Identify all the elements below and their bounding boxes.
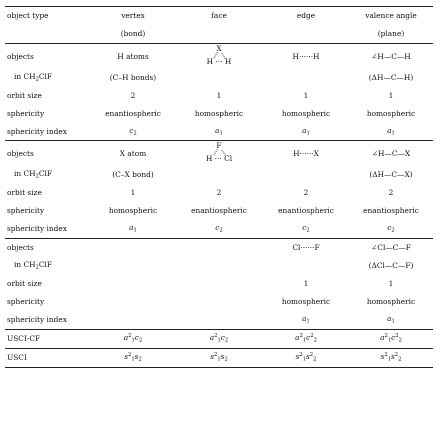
cell-orbit: 1 bbox=[216, 90, 222, 100]
cell-index: $a_1$ bbox=[263, 311, 349, 330]
face-apex: F bbox=[216, 141, 222, 151]
cell-sphericity: enantiospheric bbox=[105, 108, 161, 118]
cell-sphericity: homospheric bbox=[108, 205, 158, 215]
cell-orbit: 1 bbox=[303, 90, 309, 100]
block-c-index-row bbox=[5, 311, 433, 330]
usci-row bbox=[5, 348, 433, 367]
header-vertex: vertex bbox=[91, 7, 175, 26]
cell-valence: ∠H—C—X bbox=[371, 148, 411, 158]
uscicf-row bbox=[5, 329, 433, 348]
row-label: sphericity index bbox=[5, 311, 91, 330]
cell-sphericity: homospheric bbox=[366, 108, 416, 118]
cell-sphericity: homospheric bbox=[194, 108, 244, 118]
block-c-sphericity-row bbox=[5, 293, 433, 311]
cell-index: $a_1$ bbox=[349, 311, 433, 330]
block-a-objects-row bbox=[5, 44, 433, 69]
cell-orbit: 1 bbox=[388, 90, 394, 100]
cell-edge: H······X bbox=[293, 148, 319, 158]
header-object-type: object type bbox=[5, 7, 91, 26]
cell-uscicf: $a^2_1c^2_2$ bbox=[263, 329, 349, 348]
row-label: sphericity bbox=[7, 108, 45, 118]
row-label: sphericity index bbox=[5, 122, 91, 141]
cell-orbit: 1 bbox=[303, 278, 309, 288]
block-c-orbit-row bbox=[5, 275, 433, 293]
block-a-index-row bbox=[5, 122, 433, 141]
row-label-in: in $CH_2ClF$ bbox=[14, 260, 53, 271]
cell-index: $c_2$ bbox=[349, 220, 433, 239]
cell-vertex-2: (C–H bonds) bbox=[109, 72, 157, 82]
header-edge: edge bbox=[263, 7, 349, 26]
cell-sphericity: enantiospheric bbox=[363, 205, 419, 215]
row-label: sphericity index bbox=[5, 220, 91, 239]
cell-orbit: 1 bbox=[388, 278, 394, 288]
block-a-orbit-row bbox=[5, 86, 433, 104]
face-triangle bbox=[199, 141, 239, 163]
row-label: orbit size bbox=[7, 90, 42, 100]
cell-vertex: H atoms bbox=[117, 51, 149, 61]
block-c-objects-row bbox=[5, 238, 433, 257]
cell-vertex: X atom bbox=[119, 148, 147, 158]
cell-usci: $s^2_1s_2$ bbox=[175, 348, 263, 367]
cell-orbit: 2 bbox=[303, 187, 309, 197]
cell-face bbox=[175, 141, 263, 166]
block-b-objects-row bbox=[5, 141, 433, 166]
cell-index: $a_1$ bbox=[263, 122, 349, 141]
row-label: orbit size bbox=[7, 187, 42, 197]
cell-edge: H······H bbox=[292, 51, 320, 61]
block-b-sphericity-row bbox=[5, 202, 433, 220]
header-valence-angle: valence angle bbox=[349, 7, 433, 26]
cell-uscicf: $a^2_1c^2_2$ bbox=[349, 329, 433, 348]
block-c-in-row bbox=[5, 257, 433, 275]
header-valence-sub: (plane) bbox=[349, 25, 433, 44]
cell-sphericity: homospheric bbox=[366, 296, 416, 306]
header-face: face bbox=[175, 7, 263, 26]
cell-edge: Cl······F bbox=[292, 242, 320, 252]
cell-index: $c_2$ bbox=[175, 220, 263, 239]
block-a-sphericity-row bbox=[5, 104, 433, 122]
row-label: USCI bbox=[5, 348, 91, 367]
cell-uscicf: $a^2_1c_2$ bbox=[91, 329, 175, 348]
block-b-orbit-row bbox=[5, 184, 433, 202]
cell-face bbox=[175, 44, 263, 69]
cell-sphericity: homospheric bbox=[281, 108, 331, 118]
cell-index: $a_1$ bbox=[175, 122, 263, 141]
row-label: sphericity bbox=[7, 296, 45, 306]
face-base: H ··· Cl bbox=[205, 154, 233, 163]
cell-valence-2: (ΔH—C—H) bbox=[368, 72, 414, 82]
row-label-in: in $CH_2ClF$ bbox=[14, 169, 53, 180]
cell-vertex-2: (C–X bond) bbox=[112, 169, 154, 179]
cell-index: $c_2$ bbox=[91, 122, 175, 141]
cell-index: $a_1$ bbox=[349, 122, 433, 141]
row-label: USCI-CF bbox=[5, 329, 91, 348]
cell-sphericity: homospheric bbox=[281, 296, 331, 306]
cell-valence-2: (ΔH—C—X) bbox=[369, 169, 413, 179]
cell-orbit: 1 bbox=[130, 187, 136, 197]
face-base: H ··· H bbox=[206, 56, 232, 66]
header-vertex-sub: (bond) bbox=[91, 25, 175, 44]
cell-orbit: 2 bbox=[388, 187, 394, 197]
face-triangle bbox=[199, 44, 239, 66]
row-label-in: in $CH_2ClF$ bbox=[14, 71, 53, 83]
cell-sphericity: enantiospheric bbox=[191, 205, 247, 215]
cell-usci: $s^2_1s^2_2$ bbox=[349, 348, 433, 367]
sphericity-table bbox=[5, 6, 433, 368]
cell-uscicf: $a^2_1c_2$ bbox=[175, 329, 263, 348]
block-b-in-row bbox=[5, 166, 433, 184]
cell-valence: ∠Cl—C—F bbox=[371, 242, 411, 252]
cell-valence: ∠H—C—H bbox=[371, 51, 411, 61]
cell-valence-2: (ΔCl—C—F) bbox=[368, 260, 414, 270]
cell-index: $c_2$ bbox=[263, 220, 349, 239]
block-b-index-row bbox=[5, 220, 433, 239]
cell-sphericity: enantiospheric bbox=[278, 205, 334, 215]
cell-usci: $s^2_1s^2_2$ bbox=[263, 348, 349, 367]
row-label: objects bbox=[7, 51, 34, 61]
cell-orbit: 2 bbox=[130, 90, 136, 100]
header-row-2 bbox=[5, 25, 433, 44]
row-label: objects bbox=[7, 242, 34, 252]
face-apex: X bbox=[216, 44, 222, 53]
cell-index: $a_1$ bbox=[91, 220, 175, 239]
header-row bbox=[5, 7, 433, 26]
cell-orbit: 2 bbox=[216, 187, 222, 197]
row-label: sphericity bbox=[7, 205, 45, 215]
block-a-in-row bbox=[5, 68, 433, 86]
cell-usci: $s^2_1s_2$ bbox=[91, 348, 175, 367]
row-label: objects bbox=[7, 148, 34, 158]
row-label: orbit size bbox=[7, 278, 42, 288]
